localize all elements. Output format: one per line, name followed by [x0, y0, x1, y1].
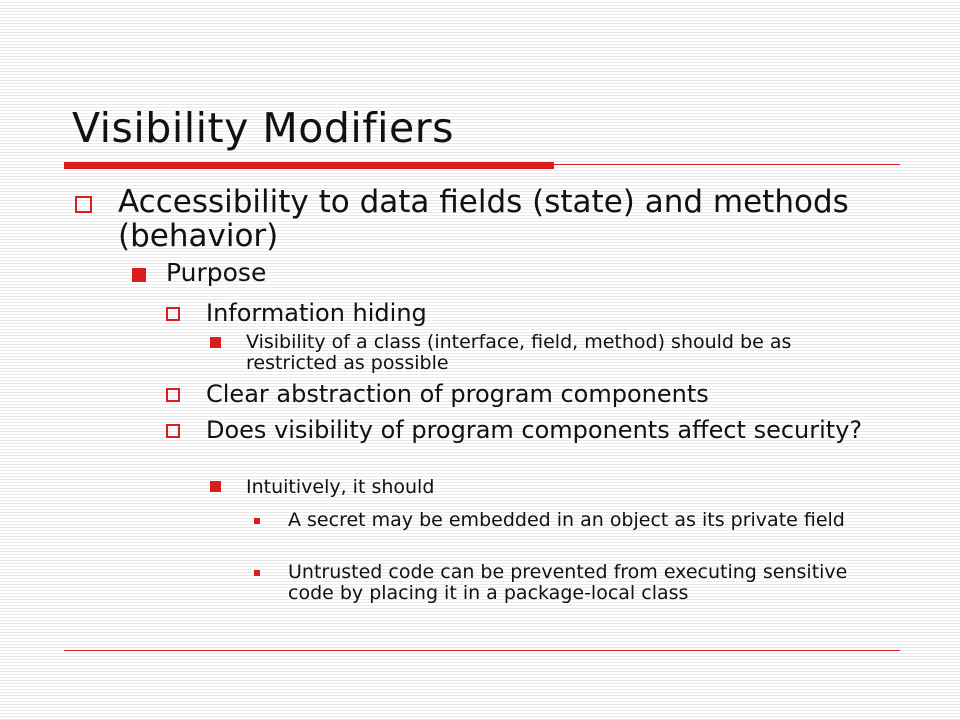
hollow-square-bullet-icon: [75, 196, 92, 213]
bullet-secret-embedded: A secret may be embedded in an object as its private field: [288, 509, 845, 531]
bullet-information-hiding: Information hiding: [206, 299, 427, 327]
footer-rule: [64, 650, 900, 651]
title-underline-thin: [554, 164, 900, 165]
hollow-square-bullet-icon: [166, 424, 180, 438]
title-underline-thick: [64, 162, 554, 169]
bullet-clear-abstraction: Clear abstraction of program components: [206, 380, 709, 408]
small-square-bullet-icon: [254, 570, 260, 576]
bullet-security-question: Does visibility of program components affect security?: [206, 416, 863, 444]
slide-title: Visibility Modifiers: [72, 104, 455, 152]
bullet-accessibility: Accessibility to data fields (state) and methods (behavior): [118, 184, 849, 254]
solid-square-bullet-icon: [132, 268, 146, 282]
bullet-untrusted-code: Untrusted code can be prevented from executing sensitive code by placing it in a package-local class: [288, 561, 848, 604]
hollow-square-bullet-icon: [166, 388, 180, 402]
bullet-purpose: Purpose: [166, 258, 267, 287]
hollow-square-bullet-icon: [166, 307, 180, 321]
bullet-intuitively: Intuitively, it should: [246, 476, 435, 498]
solid-square-bullet-icon: [210, 337, 221, 348]
small-square-bullet-icon: [254, 518, 260, 524]
bullet-visibility-restricted: Visibility of a class (interface, field, method) should be as restricted as possible: [246, 331, 792, 374]
solid-square-bullet-icon: [210, 481, 221, 492]
